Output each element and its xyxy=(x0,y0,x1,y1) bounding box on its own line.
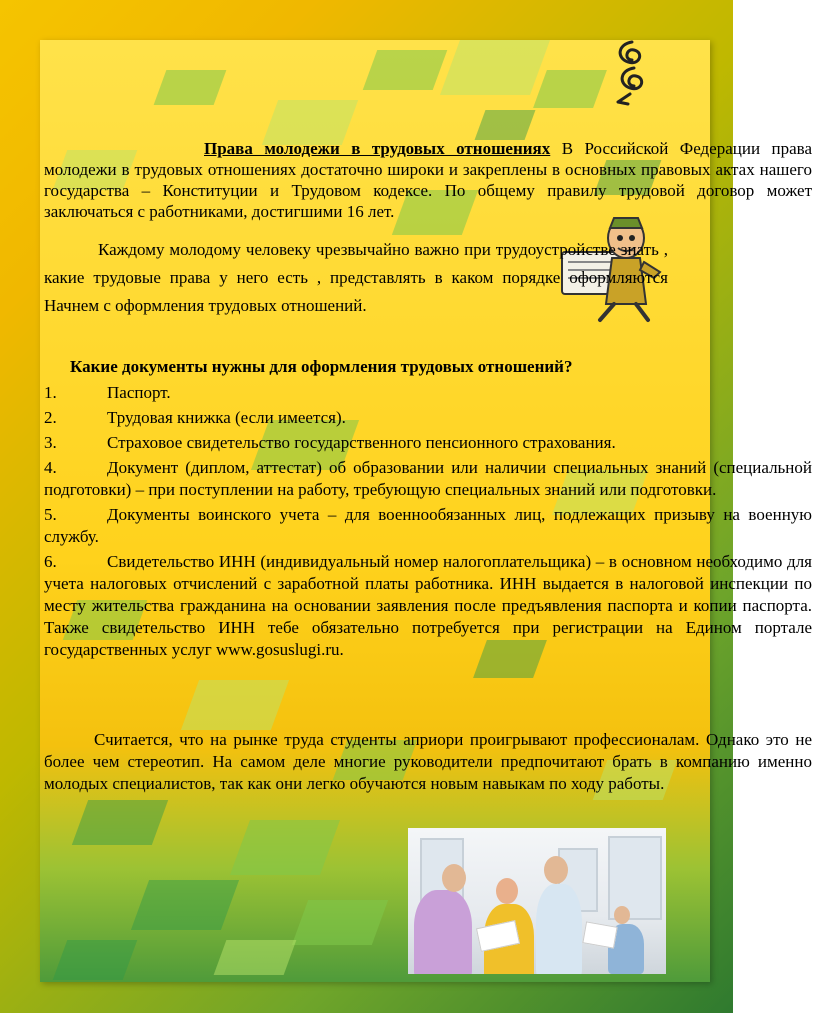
young-professionals-photo xyxy=(408,828,666,974)
list-item: 2. Трудовая книжка (если имеется). xyxy=(44,408,346,427)
list-item: 3. Страховое свидетельство государственного пенсионного страхования. xyxy=(44,433,616,452)
document-title: Права молодежи в трудовых отношениях xyxy=(204,139,551,158)
spiral-arrow-icon xyxy=(608,38,656,106)
documents-list xyxy=(44,382,812,664)
list-item: 4. Документ (диплом, аттестат) об образовании или наличии специальных знаний (специальной подготовки) – при поступлении на работу, требующую специальных знаний или подготовки. xyxy=(44,458,812,499)
list-item: 5. Документы воинского учета – для военнообязанных лиц, подлежащих призыву на военную службу. xyxy=(44,505,812,546)
list-item: 6. Свидетельство ИНН (индивидуальный номер налогоплательщика) – в основном необходимо для учета налоговых отчислений с заработной платы работника. ИНН выдается в налоговой инспекции по месту жительства гражданина на основании заявления после предъявления паспорта и копии паспорта. Также свидетельство ИНН тебе обязательно потребуется при регистрации на Едином портале государственных услуг www.gosuslugi.ru. xyxy=(44,552,812,659)
paragraph-2 xyxy=(44,236,668,320)
intro-text: В Российской Федерации права молодежи в трудовых отношениях достаточно широки и закреплены в основных правовых актах нашего государства – Конституции и Трудовом кодексе. По общему правилу трудовой договор может заключаться с работниками, достигшими 16 лет. xyxy=(44,139,812,221)
intro-paragraph xyxy=(44,138,812,222)
paragraph-2-text: Каждому молодому человеку чрезвычайно важно при трудоустройстве знать , какие трудовые права у него есть , представлять в каком порядке оформляются Начнем с оформления трудовых отношений. xyxy=(44,240,668,315)
documents-heading: Какие документы нужны для оформления трудовых отношений? xyxy=(70,357,573,376)
conclusion-paragraph xyxy=(44,729,812,795)
conclusion-text: Считается, что на рынке труда студенты априори проигрывают профессионалам. Однако это не более чем стереотип. На самом деле многие руководители предпочитают брать в компанию именно молодых специалистов, так как они легко обучаются новым навыкам по ходу работы. xyxy=(44,730,812,793)
list-item: 1. Паспорт. xyxy=(44,383,171,402)
